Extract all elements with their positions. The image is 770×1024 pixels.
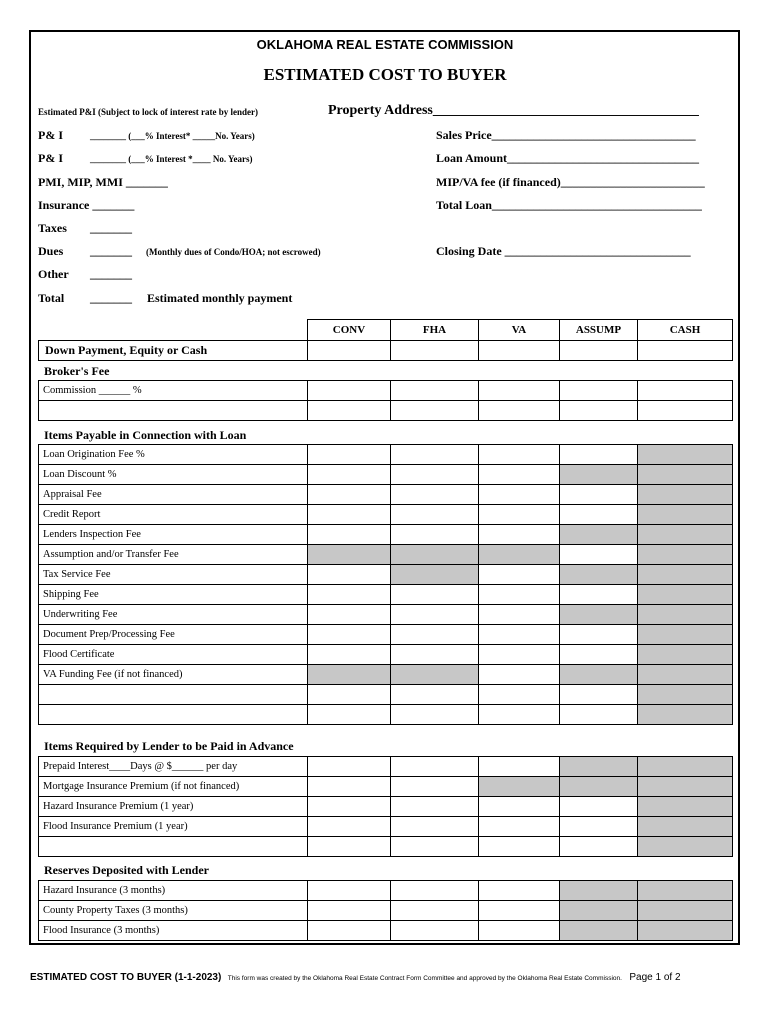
row-label: Document Prep/Processing Fee [39, 625, 308, 645]
cell[interactable] [308, 381, 391, 401]
commission-title: OKLAHOMA REAL ESTATE COMMISSION [256, 37, 514, 52]
cell[interactable] [391, 921, 479, 941]
col-assump: ASSUMP [560, 320, 638, 341]
cell[interactable] [560, 705, 638, 725]
shaded-cell [638, 445, 733, 465]
cell[interactable] [391, 525, 479, 545]
shaded-cell [391, 565, 479, 585]
loan-items-table [38, 444, 733, 725]
cell[interactable] [560, 685, 638, 705]
other-label: Other [38, 267, 69, 281]
cell[interactable] [479, 341, 560, 361]
cell[interactable] [308, 777, 391, 797]
shaded-cell [638, 525, 733, 545]
cell[interactable] [391, 465, 479, 485]
cell[interactable] [479, 445, 560, 465]
shaded-cell [638, 625, 733, 645]
cell[interactable] [479, 645, 560, 665]
cell[interactable] [560, 797, 638, 817]
taxes-label: Taxes [38, 221, 67, 235]
cell[interactable] [560, 645, 638, 665]
cell[interactable] [308, 445, 391, 465]
cell[interactable] [479, 665, 560, 685]
shaded-cell [638, 921, 733, 941]
cell[interactable] [308, 341, 391, 361]
loan-items-heading: Items Payable in Connection with Loan [44, 428, 247, 442]
cell[interactable] [391, 485, 479, 505]
shaded-cell [638, 565, 733, 585]
shaded-cell [560, 565, 638, 585]
cell[interactable] [391, 505, 479, 525]
row-label: Mortgage Insurance Premium (if not financed) [39, 777, 308, 797]
cell[interactable] [638, 401, 733, 421]
cell[interactable] [308, 797, 391, 817]
cell[interactable] [560, 817, 638, 837]
cell[interactable] [479, 881, 560, 901]
shaded-cell [560, 757, 638, 777]
row-label: Flood Certificate [39, 645, 308, 665]
down-payment-label: Down Payment, Equity or Cash [39, 341, 308, 361]
cell[interactable] [479, 485, 560, 505]
cell[interactable] [560, 585, 638, 605]
loan-amount-field[interactable]: Loan Amount________________________________ [436, 151, 700, 165]
row-label: Flood Insurance Premium (1 year) [39, 817, 308, 837]
cell[interactable] [560, 625, 638, 645]
cell[interactable] [308, 757, 391, 777]
row-label: Appraisal Fee [39, 485, 308, 505]
cell[interactable] [308, 605, 391, 625]
cell[interactable] [479, 685, 560, 705]
taxes-field[interactable]: _______ [90, 221, 132, 235]
cell[interactable] [391, 797, 479, 817]
row-label: Hazard Insurance (3 months) [39, 881, 308, 901]
shaded-cell [560, 465, 638, 485]
pi2-field[interactable]: ________ (___% Interest *____ No. Years) [90, 154, 253, 164]
pi1-label: P& I [38, 128, 63, 142]
row-label [39, 685, 308, 705]
total-loan-field[interactable]: Total Loan___________________________________ [436, 198, 702, 212]
cell[interactable] [391, 445, 479, 465]
shaded-cell [638, 837, 733, 857]
closing-date-field[interactable]: Closing Date _______________________________ [436, 244, 691, 258]
cell[interactable] [391, 685, 479, 705]
total-label: Total [38, 291, 65, 305]
shaded-cell [638, 645, 733, 665]
footer-page: Page 1 of 2 [629, 972, 681, 983]
shaded-cell [638, 605, 733, 625]
cell[interactable] [308, 705, 391, 725]
shaded-cell [638, 585, 733, 605]
pi2-label: P& I [38, 151, 63, 165]
dues-field[interactable]: _______ [90, 244, 132, 258]
cell[interactable] [308, 645, 391, 665]
form-title: ESTIMATED COST TO BUYER [263, 65, 507, 84]
shaded-cell [638, 505, 733, 525]
row-label [39, 705, 308, 725]
dues-note: (Monthly dues of Condo/HOA; not escrowed) [146, 247, 321, 257]
pi1-field[interactable]: ________ (___% Interest* _____No. Years) [90, 131, 255, 141]
row-label: VA Funding Fee (if not financed) [39, 665, 308, 685]
cell[interactable] [479, 625, 560, 645]
cell[interactable] [560, 837, 638, 857]
col-fha: FHA [391, 320, 479, 341]
shaded-cell [638, 777, 733, 797]
cell[interactable] [391, 901, 479, 921]
cell[interactable] [479, 705, 560, 725]
row-label: Prepaid Interest____Days @ $______ per day [39, 757, 308, 777]
cell[interactable] [391, 837, 479, 857]
cell[interactable] [308, 465, 391, 485]
cell[interactable] [391, 881, 479, 901]
shaded-cell [638, 685, 733, 705]
cell[interactable] [479, 817, 560, 837]
shaded-cell [638, 797, 733, 817]
row-label [39, 837, 308, 857]
cell[interactable] [308, 565, 391, 585]
shaded-cell [638, 757, 733, 777]
cell[interactable] [391, 585, 479, 605]
row-label: Loan Discount % [39, 465, 308, 485]
total-note: Estimated monthly payment [147, 291, 293, 305]
footer-note: This form was created by the Oklahoma Real Estate Contract Form Committee and approved by the Oklahoma Real Estate Commission. [227, 975, 622, 982]
cell[interactable] [308, 901, 391, 921]
row-label: Tax Service Fee [39, 565, 308, 585]
shaded-cell [560, 605, 638, 625]
mip-va-fee-field[interactable]: MIP/VA fee (if financed)________________________ [436, 175, 705, 189]
shaded-cell [638, 465, 733, 485]
cell[interactable] [308, 881, 391, 901]
cell[interactable] [391, 625, 479, 645]
footer-form-id: ESTIMATED COST TO BUYER (1-1-2023) [30, 972, 222, 983]
cell[interactable] [479, 585, 560, 605]
footer [30, 967, 681, 985]
cell[interactable] [560, 341, 638, 361]
dues-label: Dues [38, 244, 64, 258]
shaded-cell [560, 525, 638, 545]
row-label: Underwriting Fee [39, 605, 308, 625]
cell[interactable] [391, 777, 479, 797]
cell[interactable] [308, 817, 391, 837]
reserves-heading: Reserves Deposited with Lender [44, 863, 209, 877]
cell[interactable] [391, 341, 479, 361]
cell[interactable] [638, 341, 733, 361]
cell[interactable] [560, 545, 638, 565]
advance-items-table [38, 756, 733, 857]
cell[interactable] [308, 837, 391, 857]
pmi-field[interactable]: PMI, MIP, MMI _______ [38, 175, 168, 189]
row-label: Hazard Insurance Premium (1 year) [39, 797, 308, 817]
col-va: VA [479, 320, 560, 341]
cell[interactable] [479, 381, 560, 401]
cell[interactable] [308, 625, 391, 645]
column-header-table [38, 319, 733, 361]
cell[interactable] [391, 817, 479, 837]
estimated-note: Estimated P&I (Subject to lock of interest rate by lender) [38, 107, 259, 117]
shaded-cell [391, 665, 479, 685]
cell[interactable] [308, 685, 391, 705]
insurance-field[interactable]: Insurance _______ [38, 198, 135, 212]
row-label: Shipping Fee [39, 585, 308, 605]
cell[interactable] [560, 485, 638, 505]
row-label [39, 401, 308, 421]
cell[interactable] [479, 901, 560, 921]
shaded-cell [638, 705, 733, 725]
cell[interactable] [308, 505, 391, 525]
shaded-cell [308, 665, 391, 685]
shaded-cell [560, 921, 638, 941]
cell[interactable] [308, 921, 391, 941]
shaded-cell [479, 777, 560, 797]
shaded-cell [560, 665, 638, 685]
shaded-cell [638, 485, 733, 505]
reserves-table [38, 880, 733, 941]
shaded-cell [638, 881, 733, 901]
shaded-cell [391, 545, 479, 565]
cell[interactable] [308, 525, 391, 545]
cell[interactable] [479, 837, 560, 857]
cell[interactable] [560, 401, 638, 421]
shaded-cell [479, 545, 560, 565]
row-label: Loan Origination Fee % [39, 445, 308, 465]
shaded-cell [638, 545, 733, 565]
cell[interactable] [479, 505, 560, 525]
advance-items-heading: Items Required by Lender to be Paid in Advance [44, 739, 294, 753]
shaded-cell [560, 881, 638, 901]
shaded-cell [638, 901, 733, 921]
cell[interactable] [308, 485, 391, 505]
row-label: Credit Report [39, 505, 308, 525]
total-field[interactable]: _______ [90, 291, 132, 305]
cell[interactable] [560, 445, 638, 465]
cell[interactable] [560, 381, 638, 401]
sales-price-field[interactable]: Sales Price__________________________________ [436, 128, 696, 142]
cell[interactable] [391, 645, 479, 665]
row-label: Lenders Inspection Fee [39, 525, 308, 545]
col-cash: CASH [638, 320, 733, 341]
other-field[interactable]: _______ [90, 267, 132, 281]
cell[interactable] [479, 605, 560, 625]
shaded-cell [638, 817, 733, 837]
cell[interactable] [560, 505, 638, 525]
row-label: Flood Insurance (3 months) [39, 921, 308, 941]
cell[interactable] [479, 401, 560, 421]
row-label: Commission ______ % [39, 381, 308, 401]
cell[interactable] [479, 757, 560, 777]
cell[interactable] [479, 565, 560, 585]
shaded-cell [308, 545, 391, 565]
cell[interactable] [391, 757, 479, 777]
brokers-fee-table [38, 380, 733, 421]
shaded-cell [638, 665, 733, 685]
cell[interactable] [638, 381, 733, 401]
row-label: Assumption and/or Transfer Fee [39, 545, 308, 565]
property-address-field[interactable]: Property Address______________________________________ [328, 103, 699, 118]
cell[interactable] [391, 605, 479, 625]
blank-header [39, 320, 308, 341]
cell[interactable] [479, 525, 560, 545]
shaded-cell [560, 901, 638, 921]
cell[interactable] [391, 401, 479, 421]
cell[interactable] [479, 797, 560, 817]
cell[interactable] [479, 465, 560, 485]
brokers-fee-heading: Broker's Fee [44, 364, 110, 378]
row-label: County Property Taxes (3 months) [39, 901, 308, 921]
shaded-cell [560, 777, 638, 797]
cell[interactable] [391, 381, 479, 401]
cell[interactable] [308, 401, 391, 421]
cell[interactable] [308, 585, 391, 605]
col-conv: CONV [308, 320, 391, 341]
cell[interactable] [391, 705, 479, 725]
cell[interactable] [479, 921, 560, 941]
